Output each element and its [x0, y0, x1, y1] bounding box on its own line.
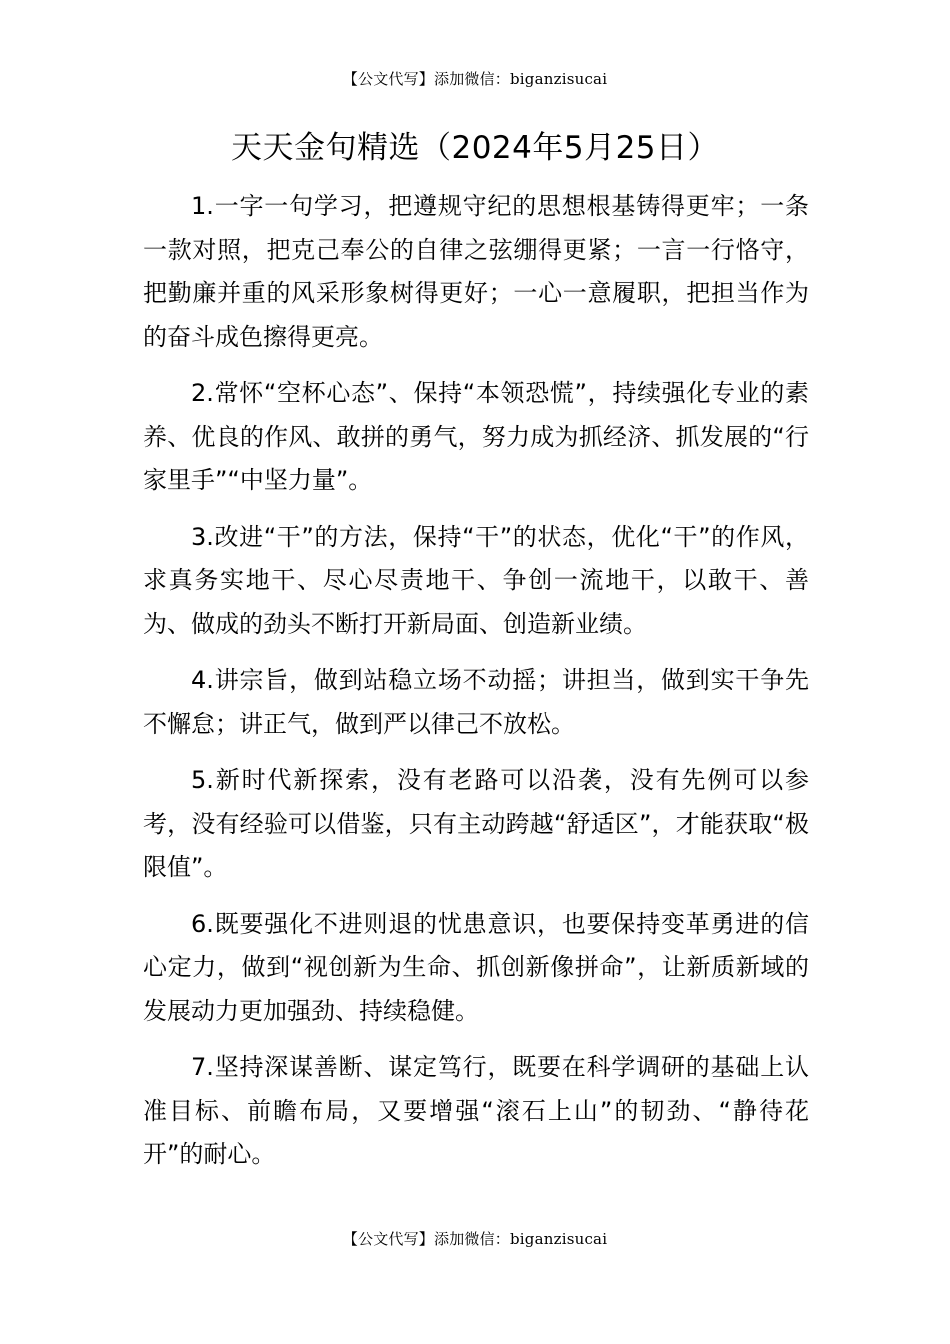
paragraph-6: 6.既要强化不进则退的忧患意识，也要保持变革勇进的信心定力，做到“视创新为生命、抓创新像拼命”，让新质新域的发展动力更加强劲、持续稳健。 [143, 909, 809, 1025]
paragraph-4: 4.讲宗旨，做到站稳立场不动摇；讲担当，做到实干争先不懈怠；讲正气，做到严以律己不放松。 [143, 666, 809, 738]
paragraph-5: 5.新时代新探索，没有老路可以沿袭，没有先例可以参考，没有经验可以借鉴，只有主动跨越“舒适区”，才能获取“极限值”。 [143, 766, 809, 881]
document-body [143, 185, 809, 1190]
document-title: 天天金句精选（2024年5月25日） [230, 130, 720, 166]
paragraph-2: 2.常怀“空杯心态”、保持“本领恐慌”，持续强化专业的素养、优良的作风、敢拼的勇气，努力成为抓经济、抓发展的“行家里手”“中坚力量”。 [143, 379, 809, 494]
paragraph-3: 3.改进“干”的方法，保持“干”的状态，优化“干”的作风，求真务实地干、尽心尽责地干、争创一流地干，以敢干、善为、做成的劲头不断打开新局面、创造新业绩。 [143, 522, 809, 638]
header-note: 【公文代写】添加微信：biganzisucai [342, 70, 608, 88]
footer-note: 【公文代写】添加微信：biganzisucai [342, 1230, 608, 1248]
paragraph-1: 1.一字一句学习，把遵规守纪的思想根基铸得更牢；一条一款对照，把克己奉公的自律之弦绷得更紧；一言一行恪守，把勤廉并重的风采形象树得更好；一心一意履职，把担当作为的奋斗成色擦得更亮。 [143, 192, 809, 351]
paragraph-7: 7.坚持深谋善断、谋定笃行，既要在科学调研的基础上认准目标、前瞻布局，又要增强“滚石上山”的韧劲、“静待花开”的耐心。 [143, 1053, 809, 1168]
